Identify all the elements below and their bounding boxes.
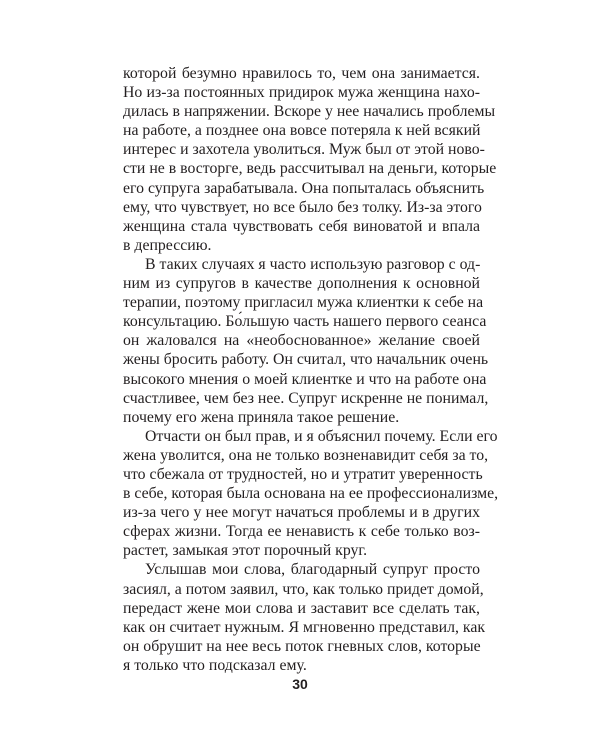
text-line: Но из-за постоянных придирок мужа женщина нахо- — [123, 84, 480, 102]
text-line: засиял, а потом заявил, что, как только придет домой, — [123, 580, 484, 598]
paragraph — [123, 427, 499, 561]
text-line: счастливее, чем без нее. Супруг искренне не понимал, — [123, 389, 489, 407]
text-line: консультацию. Бо́льшую часть нашего первого сеанса — [123, 313, 487, 331]
text-line: ним из супругов в качестве дополнения к основной — [123, 275, 480, 293]
text-line: его супруга зарабатывала. Она попыталась объяснить — [123, 179, 485, 197]
text-line: в депрессию. — [123, 236, 212, 254]
page-number: 30 — [292, 676, 308, 692]
text-line: он жаловался на «необоснованное» желание своей — [123, 332, 480, 350]
text-line: жена уволится, она не только возненавидит себя за то, — [123, 446, 489, 464]
text-line: Услышав мои слова, благодарный супруг просто — [145, 561, 480, 579]
paragraph — [123, 560, 486, 675]
text-line: интерес и захотела уволиться. Муж был от этой ново- — [123, 141, 485, 159]
paragraph — [123, 255, 489, 427]
paragraph — [123, 64, 497, 255]
text-line: В таких случаях я часто использую разговор с од- — [145, 255, 481, 273]
text-line: Отчасти он был прав, и я объяснил почему. Если его — [145, 427, 498, 445]
text-line: как он считает нужным. Я мгновенно представил, как — [123, 618, 486, 636]
text-line: высокого мнения о моей клиентке и что на работе она — [123, 370, 487, 388]
text-line: ему, что чувствует, но все было без толку. Из-за этого — [123, 198, 482, 216]
text-line: растет, замыкая этот порочный круг. — [123, 542, 368, 560]
text-line: сферах жизни. Тогда ее ненависть к себе только воз- — [123, 523, 480, 541]
text-line: из-за чего у нее могут начаться проблемы и в других — [123, 504, 480, 522]
text-line: на работе, а позднее она вовсе потеряла к ней всякий — [123, 122, 481, 140]
text-line: в себе, которая была основана на ее профессионализме, — [123, 485, 499, 503]
text-line: терапии, поэтому пригласил мужа клиентки к себе на — [123, 294, 484, 312]
text-line: он обрушит на нее весь поток гневных слов, которые — [123, 637, 481, 655]
text-line: что сбежала от трудностей, но и утратит уверенность — [123, 465, 483, 483]
text-line: жены бросить работу. Он считал, что начальник очень — [123, 351, 489, 369]
body-text — [123, 64, 499, 675]
text-line: передаст жене мои слова и заставит все сделать так, — [123, 599, 480, 617]
text-line: женщина стала чувствовать себя виноватой и впала — [123, 217, 480, 235]
text-line: почему его жена приняла такое решение. — [123, 408, 400, 426]
text-line: сти не в восторге, ведь рассчитывал на деньги, которые — [123, 160, 497, 178]
text-line: дилась в напряжении. Вскоре у нее начались проблемы — [123, 103, 496, 121]
text-line: которой безумно нравилось то, чем она занимается. — [123, 65, 480, 82]
text-line: я только что подсказал ему. — [123, 656, 307, 674]
